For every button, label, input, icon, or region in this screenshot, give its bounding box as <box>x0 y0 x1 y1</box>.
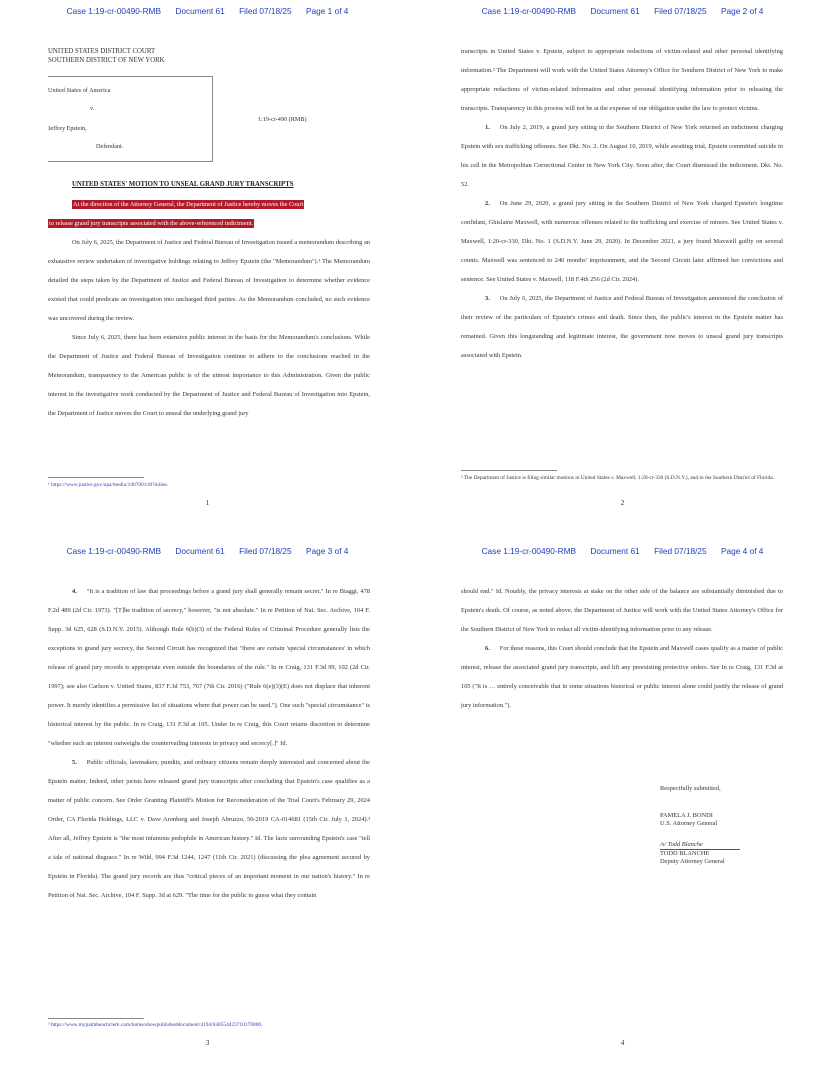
body-text <box>461 42 783 365</box>
case-number-header: Case 1:19-cr-00490-RMB <box>481 6 577 16</box>
case-number-header: Case 1:19-cr-00490-RMB <box>66 6 162 16</box>
document-page-2 <box>415 0 830 540</box>
court-name: UNITED STATES DISTRICT COURT SOUTHERN DISTRICT OF NEW YORK <box>48 48 165 64</box>
paragraph: On July 6, 2025, the Department of Justice and Federal Bureau of Investigation issued a memorandum describing an exhaustive review undertaken of investigative holdings relating to Jeffrey Epstein (the "Memorandum").¹ The Memorandum detailed the steps taken by the Department of Justice and Federal Bureau of Investigation to determine whether evidence existed that could predicate an investigation into uncharged third parties. As the Memorandum concluded, no such evidence was uncovered during the review. <box>48 239 370 322</box>
footnote: ² The Department of Justice is filing similar motions in United States v. Maxwell, 1:20-cr-330 (S.D.N.Y.), and in the Southern District of Florida. <box>461 475 774 481</box>
signer-title: U.S. Attorney General <box>660 820 718 827</box>
numbered-paragraph: 2. On June 29, 2020, a grand jury sitting in the Southern District of New York charged Epstein's longtime confidant, Ghislaine Maxwell, with numerous offenses related to the trafficking and exercise of minors. See United States v. Maxwell, 1:20-cr-330, Dkt. No. 1 (S.D.N.Y. June 29, 2020). In December 2021, a jury found Maxwell guilty on several counts. Maxwell was sentenced to 240 months' imprisonment, and the Second Circuit later affirmed her convictions and sentence. See United States v. Maxwell, 118 F.4th 256 (2d Cir. 2024). <box>461 200 783 283</box>
electronic-signature: /s/ Todd Blanche <box>660 841 740 850</box>
signature-block-blanche <box>660 841 740 866</box>
case-number-header: Case 1:19-cr-00490-RMB <box>66 546 162 556</box>
page-number: 4 <box>620 1038 625 1047</box>
paragraph: Since July 6, 2025, there has been extensive public interest in the basis for the Memorandum's conclusions. While the Department of Justice and Federal Bureau of Investigation continue to adhere to the conclusions reached in the Memorandum, transparency to the American public is of the utmost importance to this Administration. Given the public interest in the investigative work conducted by the Department of Justice and Federal Bureau of Investigation into Epstein, the Department of Justice moves the Court to unseal the underlying grand jury <box>48 334 370 417</box>
closing: Respectfully submitted, <box>660 785 721 792</box>
footnote-rule <box>48 1018 144 1019</box>
signature-block-bondi <box>660 812 717 828</box>
document-page-4 <box>415 540 830 1080</box>
filed-date-header: Filed 07/18/25 <box>239 546 292 556</box>
body-text <box>461 582 783 715</box>
document-number-header: Document 61 <box>590 546 640 556</box>
page-number: 3 <box>205 1038 210 1047</box>
filed-date-header: Filed 07/18/25 <box>654 6 707 16</box>
numbered-paragraph: 5. Public officials, lawmakers, pundits, and ordinary citizens remain deeply interested and concerned about the Epstein matter. Indeed, other jurists have released grand jury transcripts after concluding that Epstein's case qualifies as a matter of public concern. See Order Granting Plaintiff's Motion for Reconsideration of the Trial Court's February 29, 2024 Order, CA Florida Holdings, LLC v. Dave Aronberg and Joseph Abruzzo, 50-2019 CA-014681 (15th Cir. July 1, 2024).³ After all, Jeffrey Epstein is "the most infamous pedophile in American history." Id. The facts surrounding Epstein's case "tell a tale of national disgrace." In re Wild, 994 F.3d 1244, 1247 (11th Cir. 2021) (discussing the plea agreement secured by Epstein in Florida). The grand jury records are thus "critical pieces of an important moment in our nation's history." In re Petition of Nat. Sec. Archive, 104 F. Supp. 3d at 629. "The time for the public to guess what they contain <box>48 759 370 899</box>
highlighted-text: At the direction of the Attorney General, the Department of Justice hereby moves the Court <box>73 201 304 208</box>
signer-name: TODD BLANCHE <box>660 850 710 857</box>
footnote-rule <box>461 470 557 471</box>
document-number-header: Document 61 <box>175 546 225 556</box>
numbered-paragraph: 3. On July 6, 2025, the Department of Justice and Federal Bureau of Investigation announced the conclusion of their review of the particulars of Epstein's crimes and death. Since then, the public's interest in the Epstein matter has remained. Given this longstanding and legitimate interest, the government now moves to unseal grand jury transcripts associated with Epstein. <box>461 295 783 359</box>
case-number-header: Case 1:19-cr-00490-RMB <box>481 546 577 556</box>
page-count-header: Page 3 of 4 <box>305 546 349 556</box>
caption-case-number: 1:19-cr-490 (RMB) <box>258 116 307 123</box>
page-number: 2 <box>620 498 625 507</box>
page-number: 1 <box>205 498 210 507</box>
document-page-3 <box>0 540 415 1080</box>
ecf-header <box>415 546 830 556</box>
signer-name: PAMELA J. BONDI <box>660 812 713 819</box>
filed-date-header: Filed 07/18/25 <box>239 6 292 16</box>
numbered-paragraph: 4. "It is a tradition of law that proceedings before a grand jury shall generally remain secret." In re Biaggi, 478 F.2d 489 (2d Cir. 1973). "[T]he tradition of secrecy," however, "is not absolute." In re Petition of Nat. Sec. Archive, 104 F. Supp. 3d 625, 628 (S.D.N.Y. 2015). Although Rule 6(b)(3) of the Federal Rules of Criminal Procedure generally lists the exceptions to grand jury secrecy, the Second Circuit has recognized that "there are certain 'special circumstances' in which release of grand jury records is appropriate even outside the boundaries of the rule." In re Craig, 131 F.3d 99, 102 (2d Cir. 1997); see also Carlson v. United States, 837 F.3d 753, 767 (7th Cir. 2016) ("Rule 6(e)(3)(E) does not displace that inherent power. It merely identifies a permissive list of situations where that power can be used."). One such "special circumstance" is historical interest by the public. In re Craig, 131 F.3d at 105. Under In re Craig, this Court retains discretion to determine "whether such an interest outweighs the countervailing interests in privacy and secrecy[.]" Id. <box>48 588 370 747</box>
case-caption <box>48 76 213 162</box>
filed-date-header: Filed 07/18/25 <box>654 546 707 556</box>
party-defendant: Jeffrey Epstein, <box>48 125 87 132</box>
defendant-role: Defendant. <box>96 143 124 150</box>
footnote[interactable]: ³ https://www.mypalmbeachclerk.com/home/showpublisheddocument/4194/638554423710170000. <box>48 1022 263 1028</box>
party-plaintiff: United States of America <box>48 87 111 94</box>
numbered-paragraph: 6. For these reasons, this Court should conclude that the Epstein and Maxwell cases qualify as a matter of public interest, release the associated grand jury transcripts, and lift any preexisting protective orders. See In re Craig, 131 F.3d at 105 ("It is … entirely conceivable that in some situations historical or public interest alone could justify the release of grand jury information."). <box>461 645 783 709</box>
document-number-header: Document 61 <box>175 6 225 16</box>
document-number-header: Document 61 <box>590 6 640 16</box>
footnote[interactable]: ¹ https://www.justice.gov/opa/media/1407001/dl?inline. <box>48 482 169 488</box>
ecf-header <box>415 6 830 16</box>
numbered-paragraph: 1. On July 2, 2019, a grand jury sitting in the Southern District of New York returned an indictment charging Epstein with sex trafficking offenses. See Dkt. No. 2. On August 10, 2019, while awaiting trial, Epstein committed suicide in his cell in the Metropolitan Correctional Center in New York City. Soon after, the Court dismissed the indictment. Dkt. No. 52. <box>461 124 783 188</box>
signer-title: Deputy Attorney General <box>660 858 725 865</box>
highlighted-text: to release grand jury transcripts associated with the above-referenced indictment. <box>49 220 254 227</box>
body-text <box>48 582 370 905</box>
footnote-rule <box>48 477 144 478</box>
versus: v. <box>90 105 95 112</box>
paragraph: transcripts in United States v. Epstein, subject to appropriate redactions of victim-related and other personal identifying information.² The Department will work with the United States Attorney's Office for Southern District of New York to make appropriate redactions of victim-related information and other personal identifying information prior to releasing the transcripts. Transparency in this process will not be at the expense of our obligation under the law to protect victims. <box>461 48 783 112</box>
page-count-header: Page 2 of 4 <box>720 6 764 16</box>
page-count-header: Page 1 of 4 <box>305 6 349 16</box>
body-text <box>48 233 370 423</box>
paragraph: should end." Id. Notably, the privacy interests at stake on the other side of the balance are substantially diminished due to Epstein's death. Of course, as noted above, the Department of Justice will work with the United States Attorney's Office for the Southern District of New York to redact all victim-identifying information prior to any release. <box>461 588 783 633</box>
page-count-header: Page 4 of 4 <box>720 546 764 556</box>
motion-title: UNITED STATES' MOTION TO UNSEAL GRAND JURY TRANSCRIPTS <box>72 181 294 188</box>
document-page-1 <box>0 0 415 540</box>
ecf-header <box>0 6 415 16</box>
ecf-header <box>0 546 415 556</box>
